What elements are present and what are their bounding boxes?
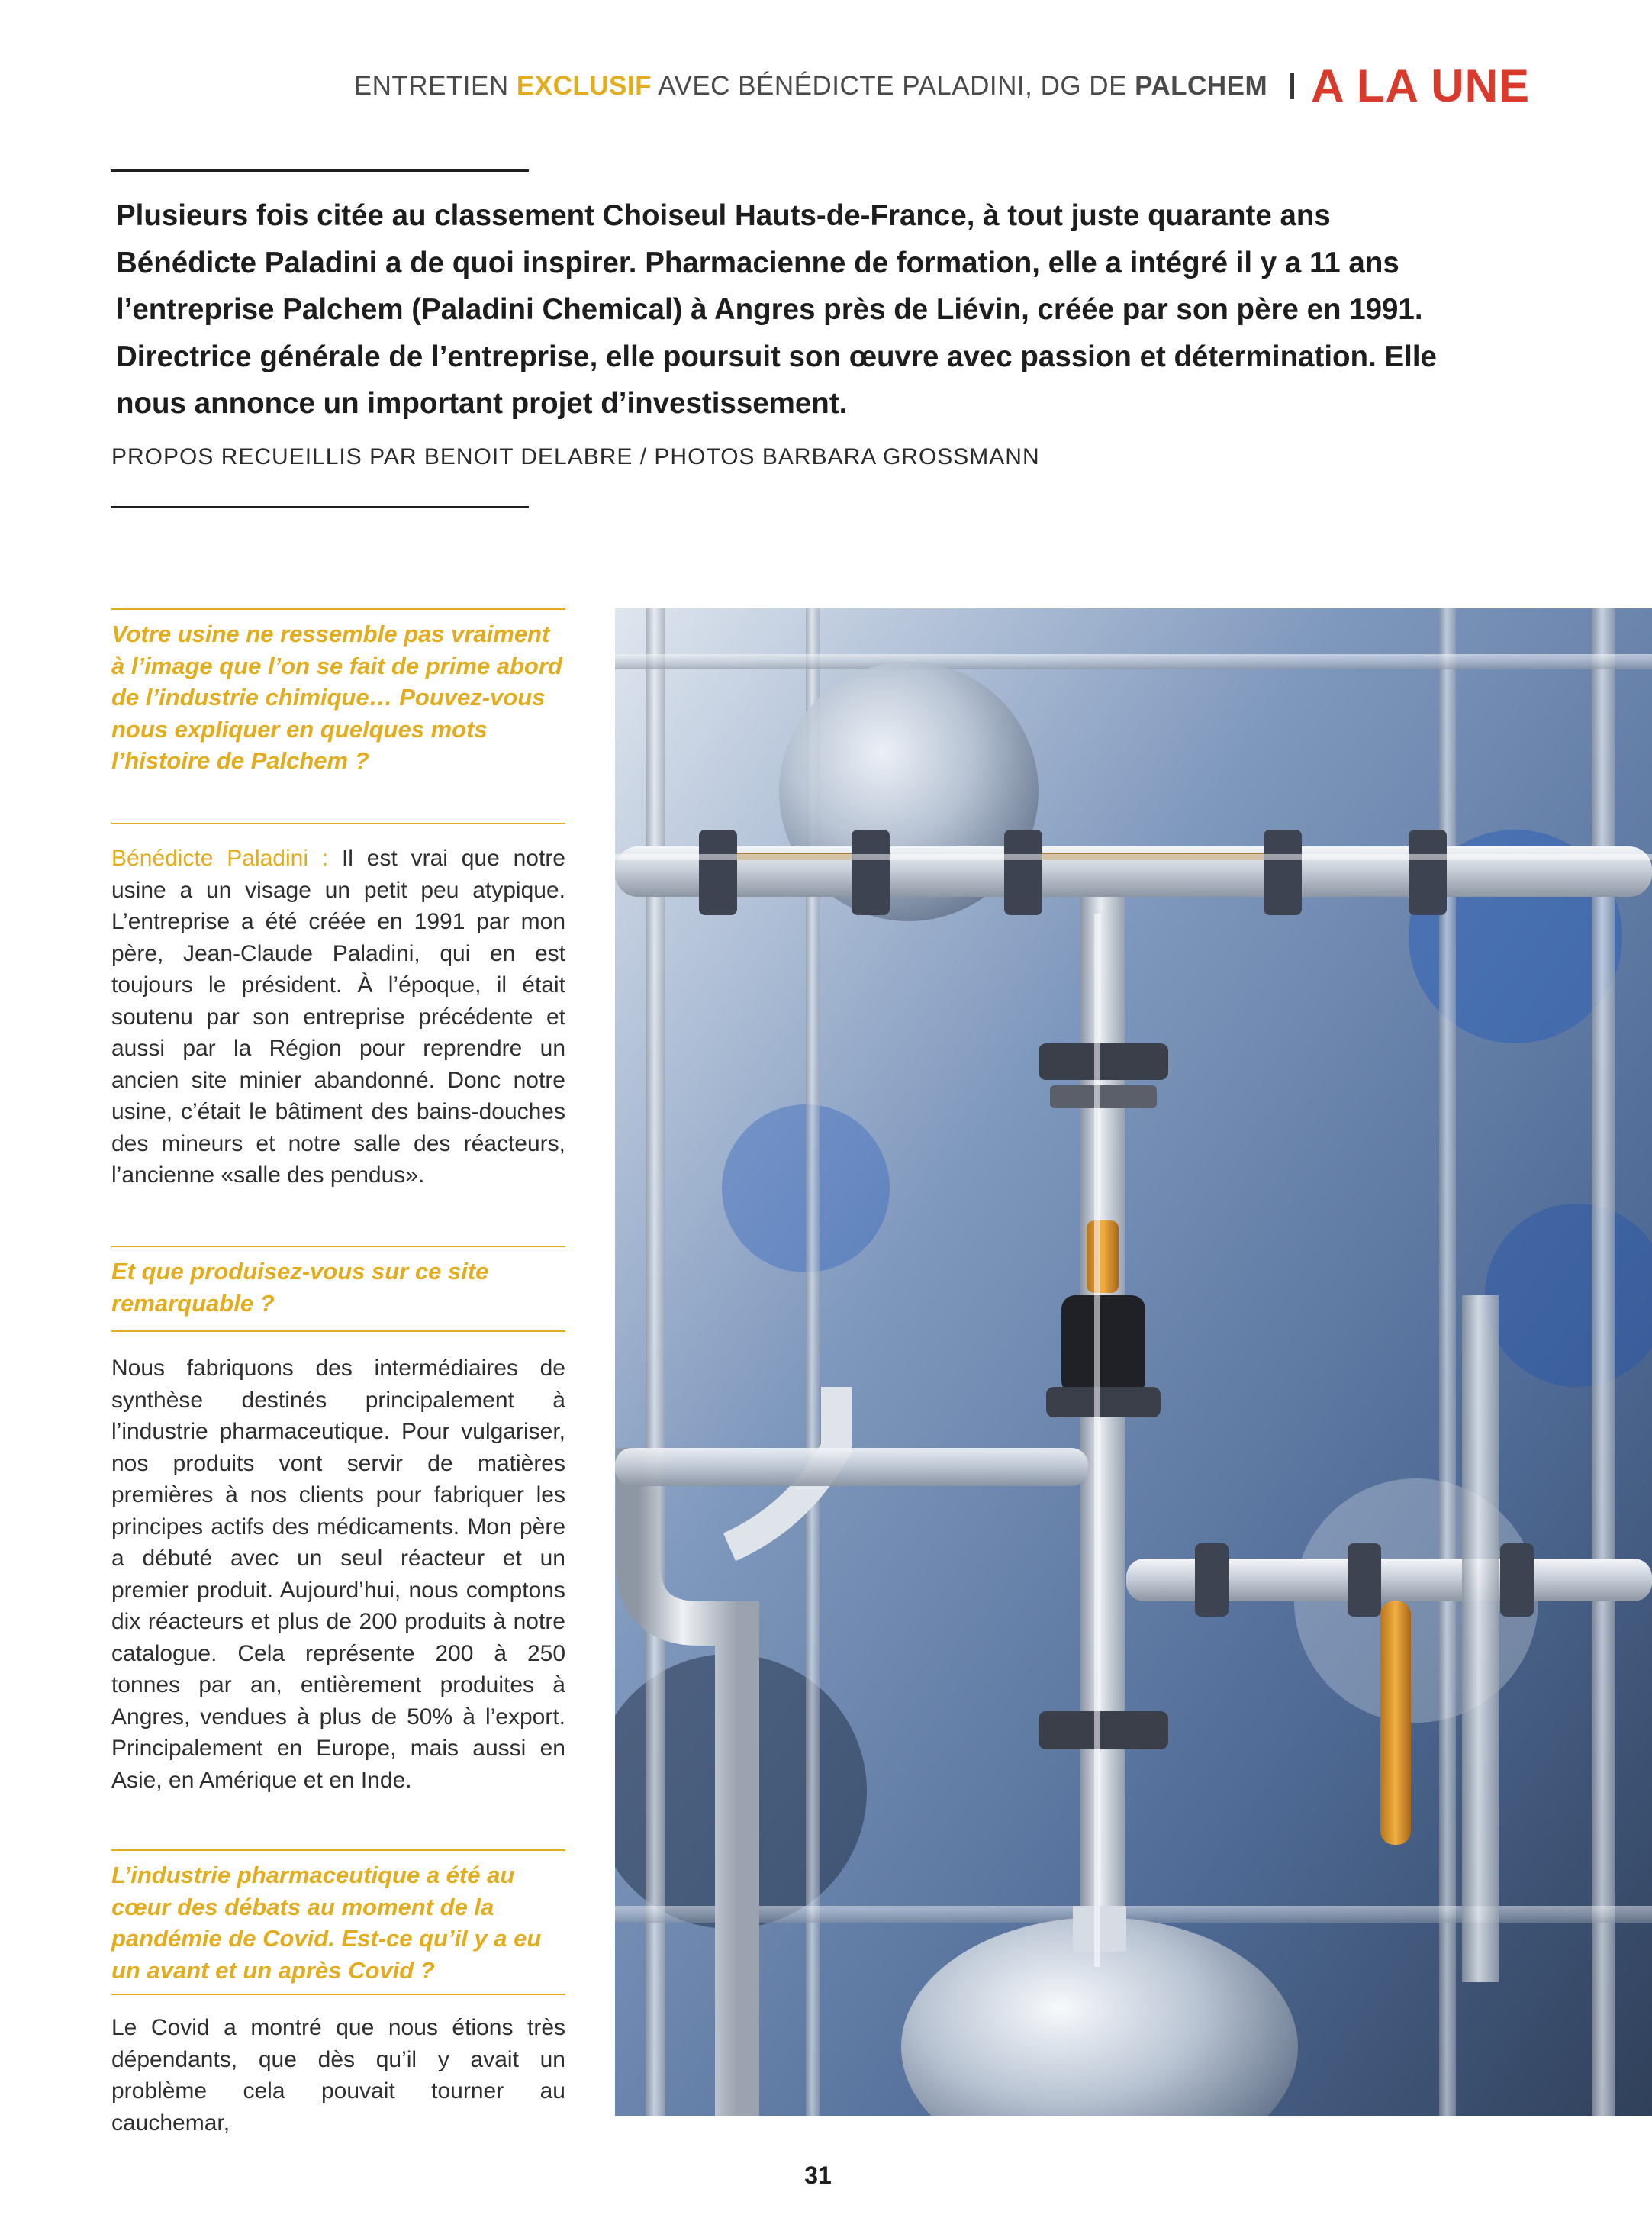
question-3: L’industrie pharmaceutique a été au cœur des débats au moment de la pandémie de Covid. Est-ce qu’il y a eu un avant et un après Covid ? xyxy=(111,1862,542,1984)
header-brand: PALCHEM xyxy=(1135,70,1268,101)
header-highlight: EXCLUSIF xyxy=(516,70,652,101)
page-number: 31 xyxy=(804,2162,832,2189)
reactor-glassware-illustration xyxy=(615,608,1652,2116)
question-rule xyxy=(111,823,565,824)
question-rule xyxy=(111,608,565,610)
answer-2: Nous fabriquons des intermédiaires de synthèse destinés principalement à l’industrie pharmaceutique. Pour vulgariser, nos produits vont servir de matières premières à nos clients pour fabriquer les principes actifs des médicaments. Mon père a débuté avec un seul réacteur et un premier produit. Aujourd’hui, nous comptons dix réacteurs et plus de 200 produits à notre catalogue. Cela représente 200 à 250 tonnes par an, entièrement produites à Angres, vendues à plus de 50% à l’export. Principalement en Europe, mais aussi en Asie, en Amérique et en Inde. xyxy=(111,1356,565,1793)
answer-1: Bénédicte Paladini : Il est vrai que notre usine a un visage un petit peu atypique. L’entreprise a été créée en 1991 par mon père, Jean-Claude Paladini, qui en est toujours le président. À l’époque, il était soutenu par son entreprise précédente et aussi par la Région pour reprendre un ancien site minier abandonné. Donc notre usine, c’était le bâtiment des bains-douches des mineurs et notre salle des réacteurs, l’ancienne «salle des pendus». xyxy=(111,846,565,1188)
speaker-label: Bénédicte Paladini : xyxy=(111,846,342,871)
section-title: A LA UNE xyxy=(1311,60,1530,111)
intro-paragraph: Plusieurs fois citée au classement Choiseul Hauts-de-France, à tout juste quarante ans Bénédicte Paladini a de quoi inspirer. Pharmacienne de formation, elle a intégré il y a 11 ans l’entreprise Palchem (Paladini Chemical) à Angres près de Liévin, créée par son père en 1991. Directrice générale de l’entreprise, elle poursuit son œuvre avec passion et détermination. Elle nous annonce un important projet d’investissement. xyxy=(116,199,1437,420)
answer-3: Le Covid a montré que nous étions très dépendants, que dès qu’il y avait un problème cela pouvait tourner au cauchemar, xyxy=(111,2015,565,2136)
header-separator xyxy=(1290,73,1294,99)
question-2: Et que produisez-vous sur ce site remarquable ? xyxy=(111,1258,489,1317)
question-rule xyxy=(111,1330,565,1332)
header-title: ENTRETIEN EXCLUSIF AVEC BÉNÉDICTE PALADINI, DG DE PALCHEM xyxy=(353,70,1268,101)
question-rule xyxy=(111,1246,565,1247)
question-rule xyxy=(111,1849,565,1851)
question-rule xyxy=(111,1994,565,1995)
question-1: Votre usine ne ressemble pas vraiment à l’image que l’on se fait de prime abord de l’industrie chimique… Pouvez-vous nous expliquer en quelques mots l’histoire de Palchem ? xyxy=(111,621,562,774)
credits-line: PROPOS RECUEILLIS PAR BENOIT DELABRE / PHOTOS BARBARA GROSSMANN xyxy=(111,444,1040,469)
running-header xyxy=(354,60,1530,112)
intro-top-rule xyxy=(111,169,529,172)
intro-bottom-rule xyxy=(111,506,529,508)
factory-photo xyxy=(615,608,1652,2116)
